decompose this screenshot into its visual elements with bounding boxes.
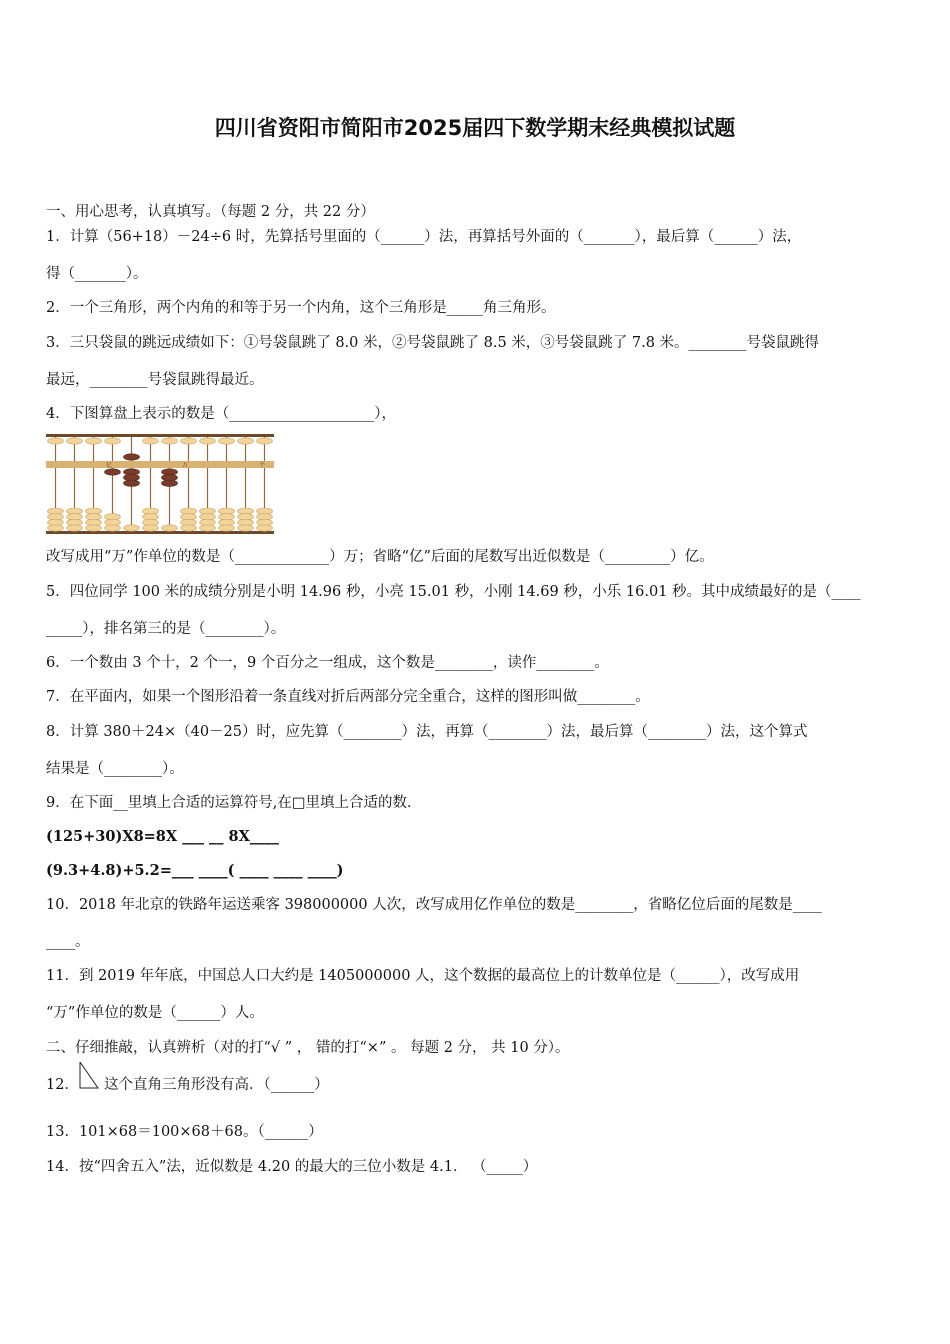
question-2: 2．一个三角形，两个内角的和等于另一个内角，这个三角形是_____角三角形。	[46, 300, 556, 316]
page-title: 四川省资阳市简阳市2025届四下数学期末经典模拟试题	[214, 116, 736, 140]
question-3-line-2: 最远，________号袋鼠跳得最近。	[46, 372, 264, 388]
abacus-upper-bead	[162, 438, 178, 444]
abacus-lower-bead	[143, 525, 159, 531]
question-9-expression-2: (9.3+4.8)+5.2=___ ____( ____ ____ ____)	[46, 862, 344, 879]
abacus-lower-bead	[124, 480, 140, 486]
abacus-upper-bead	[238, 438, 254, 444]
abacus-lower-bead	[238, 525, 254, 531]
question-12-text: 这个直角三角形没有高．（______）	[104, 1077, 329, 1093]
section-2-heading: 二、仔细推敲，认真辨析（对的打“√ ” ， 错的打“×” 。 每题 2 分， 共 10 分）。	[46, 1040, 570, 1056]
abacus-lower-bead	[219, 525, 235, 531]
question-10-line-2: ____。	[46, 934, 90, 950]
question-12-number: 12．	[46, 1077, 79, 1093]
abacus-figure	[46, 434, 274, 534]
abacus-top-frame	[46, 434, 274, 437]
abacus-upper-bead	[181, 438, 197, 444]
question-13: 13．101×68＝100×68＋68。（______）	[46, 1124, 323, 1140]
abacus-label-yi: 亿	[106, 462, 113, 469]
abacus-upper-bead	[200, 438, 216, 444]
abacus-lower-bead	[257, 525, 273, 531]
question-9-expression-1: (125+30)X8=8X ___ __ 8X____	[46, 828, 279, 845]
question-7: 7．在平面内，如果一个图形沿着一条直线对折后两部分完全重合，这样的图形叫做________。	[46, 689, 650, 705]
abacus-lower-bead	[162, 480, 178, 486]
question-4-part-2: 改写成用“万”作单位的数是（_____________）万；省略“亿”后面的尾数写出近似数是（_________）亿。	[46, 549, 714, 565]
abacus-bottom-frame	[46, 531, 274, 534]
abacus-lower-bead	[67, 525, 83, 531]
abacus-lower-bead	[124, 525, 140, 531]
question-1-line-1: 1．计算（56+18）－24÷6 时，先算括号里面的（______）法，再算括号外面的（_______），最后算（______）法，	[46, 229, 802, 245]
abacus-upper-bead	[48, 438, 64, 444]
question-11-line-2: “万”作单位的数是（______）人。	[46, 1005, 264, 1021]
abacus-lower-bead	[105, 469, 121, 475]
abacus-upper-bead	[219, 438, 235, 444]
abacus-upper-bead	[124, 454, 140, 460]
abacus-lower-bead	[181, 525, 197, 531]
question-9: 9．在下面__里填上合适的运算符号,在□里填上合适的数．	[46, 795, 422, 811]
abacus-label-ge: 个	[259, 462, 266, 469]
question-14: 14．按“四舍五入”法，近似数是 4.20 的最大的三位小数是 4.1． （_____）	[46, 1159, 538, 1175]
question-8-line-2: 结果是（________）。	[46, 761, 184, 777]
abacus-label-wan: 万	[182, 462, 189, 469]
abacus-beam	[46, 461, 274, 468]
question-11-line-1: 11．到 2019 年年底，中国总人口大约是 1405000000 人，这个数据的最高位上的计数单位是（______），改写成用	[46, 968, 800, 984]
question-3-line-1: 3．三只袋鼠的跳远成绩如下：①号袋鼠跳了 8.0 米，②号袋鼠跳了 8.5 米，③号袋鼠跳了 7.8 米。________号袋鼠跳得	[46, 335, 820, 351]
question-1-line-2: 得（_______）。	[46, 266, 148, 282]
question-4: 4．下图算盘上表示的数是（____________________），	[46, 406, 396, 422]
abacus-lower-bead	[105, 525, 121, 531]
abacus-lower-bead	[162, 525, 178, 531]
abacus-upper-bead	[257, 438, 273, 444]
question-5-line-2: _____），排名第三的是（________）。	[46, 621, 286, 637]
question-8-line-1: 8．计算 380＋24×（40－25）时，应先算（________）法，再算（________）法，最后算（________）法，这个算式	[46, 724, 808, 740]
abacus-lower-bead	[200, 525, 216, 531]
abacus-lower-bead	[48, 525, 64, 531]
right-triangle-icon	[78, 1060, 100, 1090]
abacus-lower-bead	[86, 525, 102, 531]
question-10-line-1: 10．2018 年北京的铁路年运送乘客 398000000 人次，改写成用亿作单位的数是________，省略亿位后面的尾数是____	[46, 897, 822, 913]
section-1-heading: 一、用心思考，认真填写。（每题 2 分，共 22 分）	[46, 204, 375, 220]
question-6: 6．一个数由 3 个十，2 个一，9 个百分之一组成，这个数是________，读作________。	[46, 655, 609, 671]
abacus-upper-bead	[105, 438, 121, 444]
abacus-upper-bead	[67, 438, 83, 444]
question-5-line-1: 5．四位同学 100 米的成绩分别是小明 14.96 秒，小亮 15.01 秒，小刚 14.69 秒，小乐 16.01 秒。其中成绩最好的是（____	[46, 584, 861, 600]
abacus-upper-bead	[86, 438, 102, 444]
abacus-upper-bead	[143, 438, 159, 444]
